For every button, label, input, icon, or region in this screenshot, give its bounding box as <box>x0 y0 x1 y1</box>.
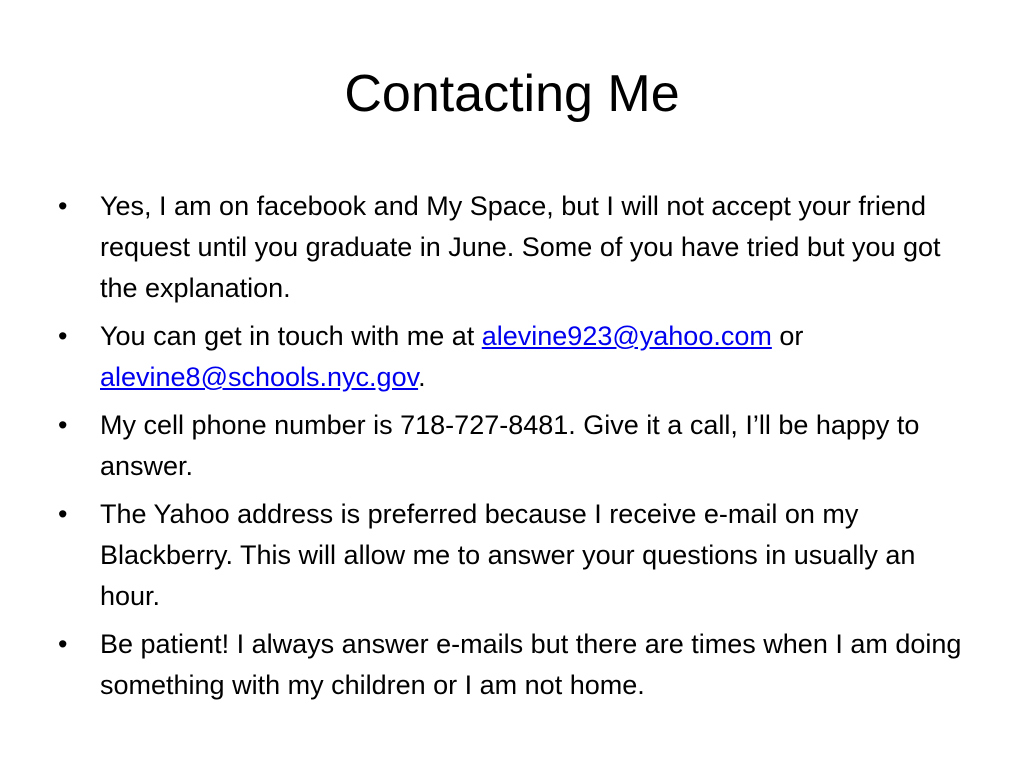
bullet-icon: • <box>58 629 68 659</box>
bullet-item-contact <box>58 316 978 398</box>
slide-title: Contacting Me <box>344 65 680 123</box>
bullet-icon: • <box>58 321 68 351</box>
bullet-icon: • <box>58 191 68 221</box>
bullet-text: The Yahoo address is preferred because I receive e-mail on my Blackberry. This will allow me to answer your questions in usually an hour. <box>100 499 916 611</box>
bullet-item-phone <box>58 405 978 487</box>
bullet-list <box>58 186 978 713</box>
bullet-icon: • <box>58 499 68 529</box>
bullet-icon: • <box>58 410 68 440</box>
school-email-link[interactable]: alevine8@schools.nyc.gov <box>100 362 419 392</box>
yahoo-email-link[interactable]: alevine923@yahoo.com <box>481 321 772 351</box>
bullet-text: Be patient! I always answer e-mails but there are times when I am doing something with my children or I am not home. <box>100 629 962 700</box>
bullet-item-yahoo-preferred <box>58 494 978 617</box>
bullet-text-after: . <box>418 362 426 392</box>
bullet-text: My cell phone number is 718-727-8481. Give it a call, I’ll be happy to answer. <box>100 410 920 481</box>
bullet-item-facebook <box>58 186 978 309</box>
bullet-text-before: You can get in touch with me at <box>100 321 482 351</box>
bullet-text: Yes, I am on facebook and My Space, but I will not accept your friend request until you graduate in June. Some of you have tried but you got the explanation. <box>100 191 941 303</box>
bullet-text-middle: or <box>771 321 804 351</box>
bullet-item-patience <box>58 624 978 706</box>
